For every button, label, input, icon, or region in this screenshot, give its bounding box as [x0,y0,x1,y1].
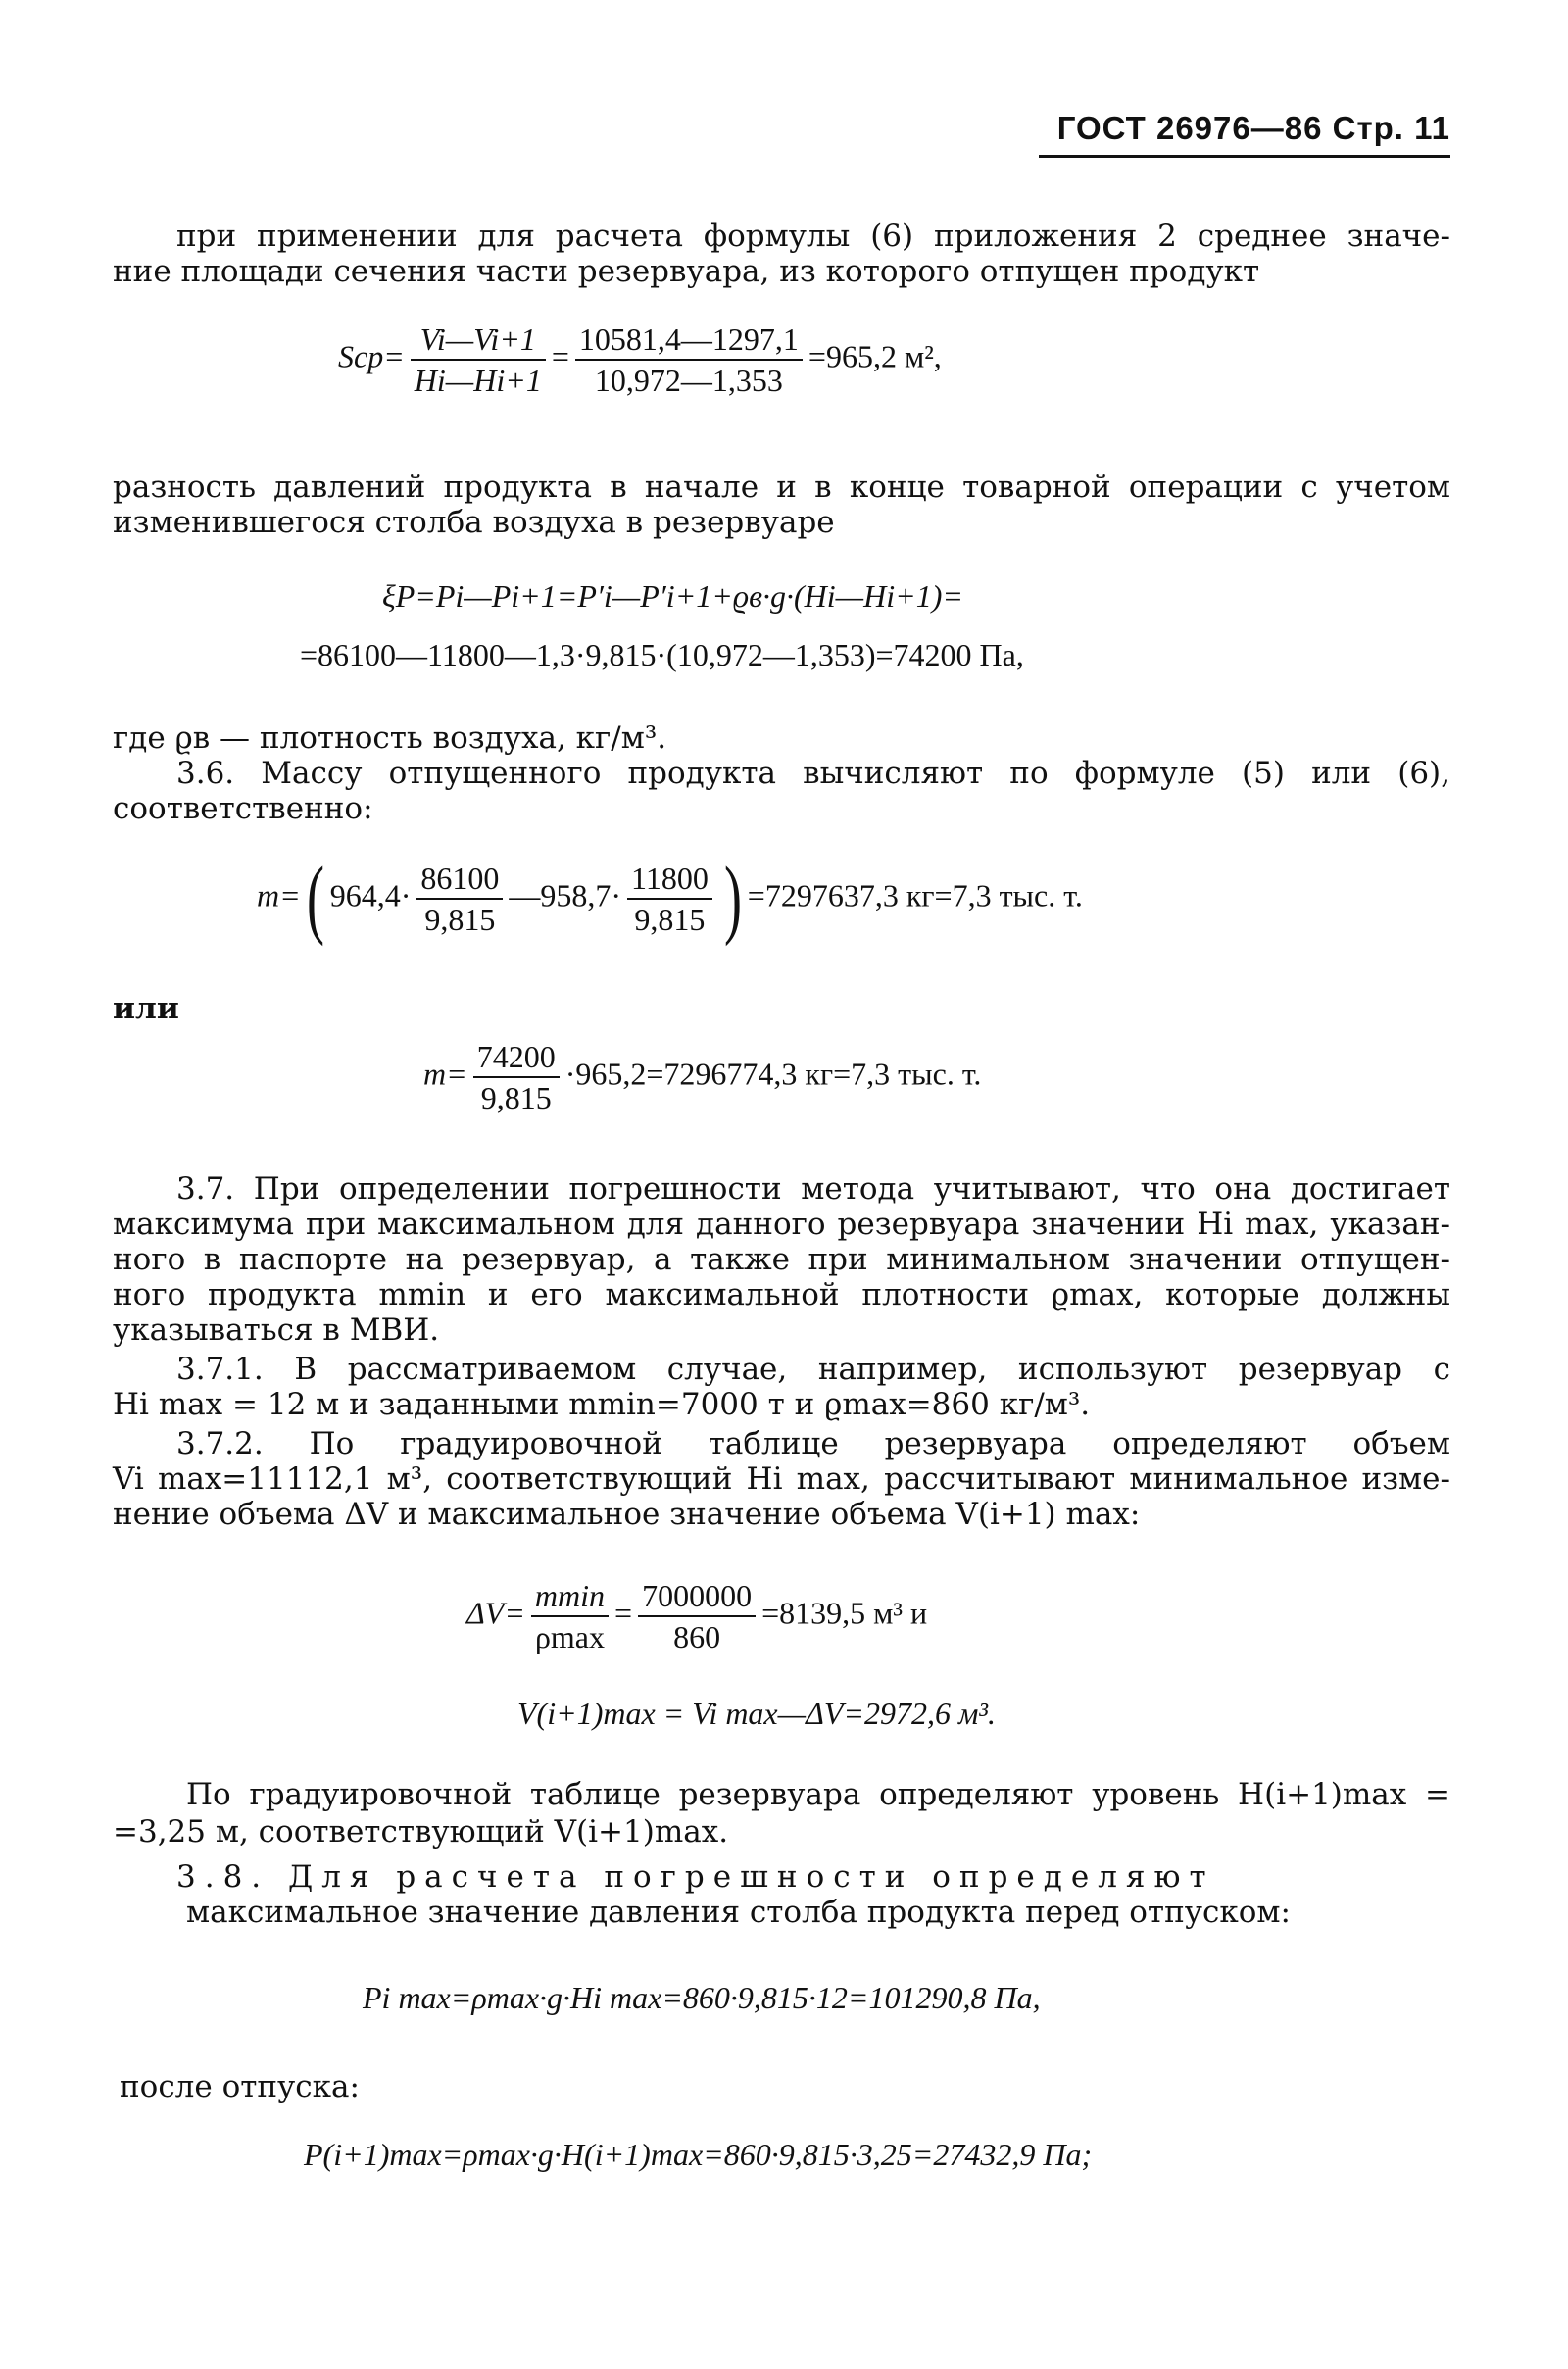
section-3-7-line: максимума при максимальном для данного резервуара значении Hi max, указан- [113,1207,1450,1242]
section-3-7-line: ного в паспорте на резервуар, а также при минимальном значении отпущен- [113,1242,1450,1277]
fraction: $\frac{10581,4—1297,1}{10,972—1,353}$ [575,320,803,400]
formula-mass-2: m= $\frac{74200}{9,815}$ ·965,2=7296774,3 кг=7,3 тыс. т. [423,1039,982,1115]
formula-p-i-max: Pi max=ρmax·g·Hi max=860·9,815·12=101290,8 Па, [363,1980,1041,2015]
section-3-7-2-line: 3.7.2. По градуировочной таблице резервуара определяют объем [176,1426,1450,1461]
page-header: ГОСТ 26976—86 Стр. 11 [1056,110,1450,146]
section-3-8-line: максимальное значение давления столба продукта перед отпуском: [186,1895,1291,1930]
fraction: $\frac{74200}{9,815}$ [473,1037,560,1117]
where-note: где ϱв — плотность воздуха, кг/м³. [113,720,667,756]
paragraph-line: разность давлений продукта в начале и в конце товарной операции с учетом [113,469,1450,505]
paragraph-line: при применении для расчета формулы (6) приложения 2 среднее значе- [176,219,1450,254]
formula-mass-1: m=( 964,4· $\frac{86100}{9,815}$ —958,7· $\frac{11800}{9,815}$ ) =7297637,3 кг=7,3 тыс. т. [257,850,1083,947]
section-3-7-1-line: Hi max = 12 м и заданными mmin=7000 т и ϱmax=860 кг/м³. [113,1387,1091,1422]
section-3-6-line: соответственно: [113,791,373,826]
fraction: $\frac{mmin}{\rho\max}$ [531,1576,609,1656]
fraction: $\frac{Vi—Vi+1}{Hi—Hi+1}$ [411,320,546,400]
section-3-7-line: 3.7. При определении погрешности метода учитывают, что она достигает [176,1171,1450,1207]
level-line: По градуировочной таблице резервуара определяют уровень H(i+1)max = [186,1777,1450,1812]
header-rule [1039,155,1450,158]
section-3-7-2-line: Vi max=11112,1 м³, соответствующий Hi max, рассчитывают минимальное изме- [113,1461,1450,1497]
fraction: $\frac{11800}{9,815}$ [627,859,712,939]
formula-v-max: V(i+1)max = Vi max—ΔV=2972,6 м³. [517,1696,997,1731]
fraction: $\frac{7000000}{860}$ [638,1576,756,1656]
section-3-7-line: указываться в МВИ. [113,1312,440,1348]
paragraph-line: ние площади сечения части резервуара, из которого отпущен продукт [113,254,1260,289]
formula-dp-line2: =86100—11800—1,3·9,815·(10,972—1,353)=74200 Па, [300,637,1024,672]
section-3-6-line: 3.6. Массу отпущенного продукта вычисляют по формуле (5) или (6), [176,756,1450,791]
section-3-7-line: ного продукта mmin и его максимальной плотности ϱmax, которые должны [113,1277,1450,1312]
formula-result: =965,2 м², [808,338,942,374]
fraction: $\frac{86100}{9,815}$ [416,859,503,939]
formula-p-i1-max: P(i+1)max=ρmax·g·H(i+1)max=860·9,815·3,25=27432,9 Па; [304,2137,1093,2172]
level-line: =3,25 м, соответствующий V(i+1)max. [113,1814,729,1850]
after-release-label: после отпуска: [120,2069,360,2104]
paragraph-line: изменившегося столба воздуха в резервуаре [113,505,835,540]
section-3-7-1-line: 3.7.1. В рассматриваемом случае, например, используют резервуар с [176,1352,1450,1387]
formula-lhs: Sср= [338,338,405,374]
formula-delta-v: ΔV= $\frac{mmin}{\rho\max}$ = $\frac{7000000}{860}$ =8139,5 м³ и [466,1578,928,1654]
or-word: или [113,991,179,1026]
section-3-8-line: 3.8. Для расчета погрешности определяют [176,1859,1215,1895]
formula-scp: Sср= $\frac{Vi—Vi+1}{Hi—Hi+1}$ = $\frac{10581,4—1297,1}{10,972—1,353}$ =965,2 м², [338,321,942,398]
section-3-7-2-line: нение объема ΔV и максимальное значение объема V(i+1) max: [113,1497,1141,1532]
formula-dp-line1: ξP=Pi—Pi+1=P′i—P′i+1+ϱв·g·(Hi—Hi+1)= [382,578,963,614]
